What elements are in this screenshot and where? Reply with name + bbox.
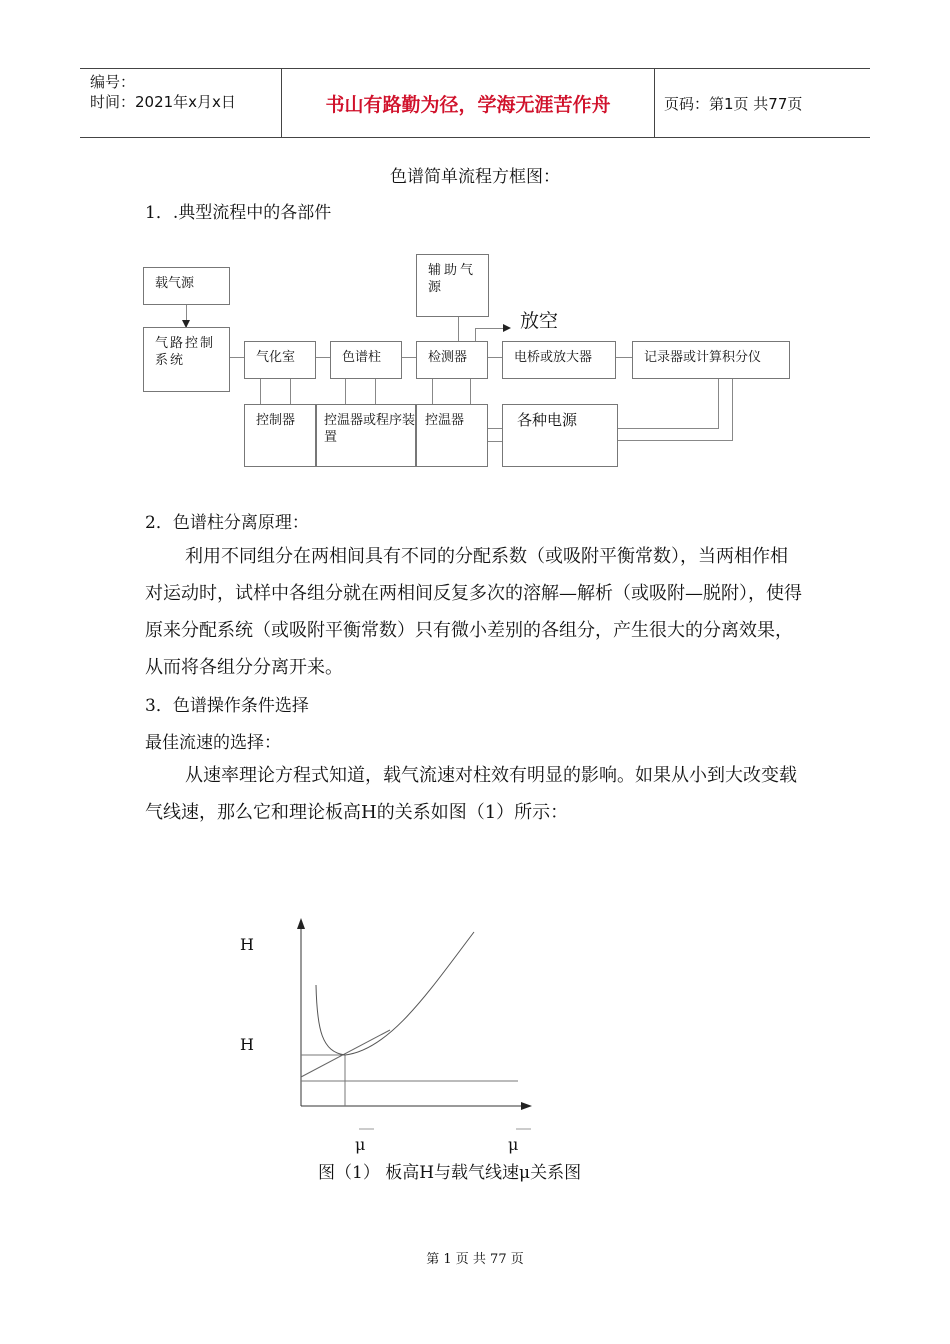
y-axis-arrow-icon — [297, 918, 305, 929]
motto: 书山有路勤为径，学海无涯苦作舟 — [282, 69, 655, 137]
van-deemter-curve — [316, 932, 474, 1055]
gas-control-box: 气路控制系统 — [143, 327, 230, 392]
vaporizer-box: 气化室 — [244, 341, 316, 379]
temp-program-box: 控温器或程序装置 — [316, 404, 416, 467]
number-label: 编号： — [90, 73, 136, 91]
column-box: 色谱柱 — [330, 341, 402, 379]
x-label-1: μ — [355, 1135, 366, 1154]
section1-heading: 1．.典型流程中的各部件 — [145, 203, 332, 223]
time-label: 时间：2021年x月x日 — [90, 93, 236, 111]
carrier-gas-box: 载气源 — [143, 267, 230, 305]
x-label-2: μ — [508, 1135, 519, 1154]
power-box: 各种电源 — [502, 404, 618, 467]
bridge-amp-box: 电桥或放大器 — [502, 341, 616, 379]
detector-box: 检测器 — [416, 341, 488, 379]
page-label: 页码：第1页 共77页 — [664, 94, 803, 113]
page-footer: 第 1 页 共 77 页 — [426, 1252, 524, 1267]
temp-ctrl-box: 控温器 — [416, 404, 488, 467]
section3-body: 从速率理论方程式知道，载气流速对柱效有明显的影响。如果从小到大改变载气线速，那么它和理论板高H的关系如图（1）所示： — [145, 765, 797, 823]
controller-box: 控制器 — [244, 404, 316, 467]
section2-heading: 2．色谱柱分离原理： — [145, 513, 309, 533]
section2-body: 利用不同组分在两相间具有不同的分配系数（或吸附平衡常数），当两相作相对运动时，试样中各组分就在两相间反复多次的溶解—解析（或吸附—脱附），使得原来分配系统（或吸附平衡常数）只有微小差别的各组分，产生很大的分离效果，从而将各组分分离开来。 — [145, 546, 802, 678]
aux-gas-box: 辅助气源 — [416, 254, 489, 317]
vent-label: 放空 — [520, 310, 559, 332]
figure-caption: 图（1） 板高H与载气线速μ关系图 — [318, 1163, 582, 1183]
x-axis-arrow-icon — [521, 1102, 532, 1110]
y-label-min: H — [240, 1035, 254, 1054]
recorder-box: 记录器或计算积分仪 — [632, 341, 790, 379]
doc-title: 色谱简单流程方框图： — [390, 167, 560, 187]
section3-heading: 3．色谱操作条件选择 — [145, 696, 309, 716]
y-label-top: H — [240, 935, 254, 954]
flow-heading: 最佳流速的选择： — [145, 733, 281, 753]
